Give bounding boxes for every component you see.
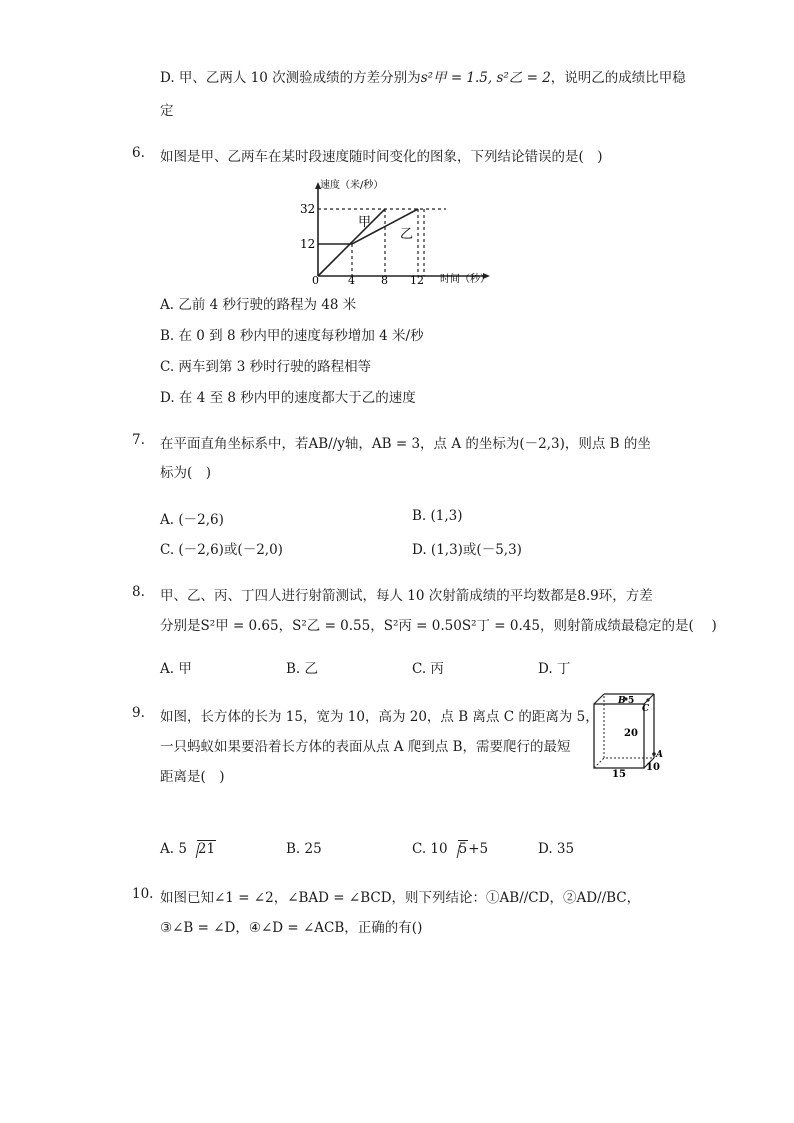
q9-option-a-radicand: 21	[197, 841, 216, 857]
q9-label-5: 5	[628, 696, 635, 706]
q9-option-b[interactable]: B. 25	[286, 841, 322, 857]
q8-stem-line1: 甲、乙、丙、丁四人进行射箭测试，每人 10 次射箭成绩的平均数都是8.9环，方差	[160, 588, 653, 604]
q6-option-b[interactable]: B. 在 0 到 8 秒内甲的速度每秒增加 4 米/秒	[160, 328, 424, 344]
q6-number: 6.	[132, 145, 145, 161]
q8-number: 8.	[132, 584, 145, 600]
q9-label-15: 15	[612, 769, 626, 778]
q6-option-c[interactable]: C. 两车到第 3 秒时行驶的路程相等	[160, 359, 372, 375]
q9-option-d[interactable]: D. 35	[538, 841, 575, 857]
q6-tick-32: 32	[300, 202, 316, 216]
q9-number: 9.	[132, 705, 145, 721]
q6-label-jia: 甲	[358, 215, 372, 230]
q9-option-c-radicand: 5	[458, 841, 468, 857]
q9-option-c-prefix: C. 10	[412, 841, 448, 857]
q9-option-c-radical	[448, 841, 469, 857]
q6-speed-time-graph	[296, 176, 496, 288]
q6-label-yi: 乙	[400, 227, 414, 242]
q7-stem-line1: 在平面直角坐标系中，若AB//y轴，AB = 3，点 A 的坐标为(－2,3)，则点 B 的坐	[160, 436, 651, 452]
q9-label-c: C	[642, 704, 650, 714]
q8-option-a[interactable]: A. 甲	[160, 661, 192, 677]
q7-option-c[interactable]: C. (－2,6)或(－2,0)	[160, 542, 283, 558]
q6-x-axis-label: 时间（秒）	[440, 274, 490, 285]
q8-option-b[interactable]: B. 乙	[286, 661, 319, 677]
q10-stem-line1: 如图已知∠1 = ∠2，∠BAD = ∠BCD，则下列结论：①AB//CD，②AD//BC，	[160, 890, 641, 906]
q9-option-a[interactable]	[160, 841, 216, 857]
q9-cuboid-figure	[588, 690, 666, 778]
q7-option-d[interactable]: D. (1,3)或(－5,3)	[412, 542, 522, 558]
q6-line-jia	[318, 209, 385, 276]
q9-option-a-prefix: A. 5	[160, 841, 187, 857]
q9-option-c-suffix: +5	[468, 841, 489, 857]
q7-stem-line2: 标为( )	[160, 465, 212, 481]
q9-stem-line1: 如图，长方体的长为 15，宽为 10，高为 20，点 B 离点 C 的距离为 5，	[160, 709, 599, 725]
q9-label-20: 20	[624, 728, 638, 739]
q8-option-d[interactable]: D. 丁	[538, 661, 571, 677]
q9-label-10: 10	[646, 762, 660, 773]
q5-option-d-line2: 定	[160, 103, 174, 119]
q10-number: 10.	[132, 886, 154, 902]
q6-tick-4: 4	[348, 274, 355, 287]
q9-point-c	[646, 698, 649, 701]
q6-tick-0: 0	[312, 274, 319, 287]
q7-option-b[interactable]: B. (1,3)	[412, 508, 463, 524]
q9-stem-line2: 一只蚂蚁如果要沿着长方体的表面从点 A 爬到点 B，需要爬行的最短	[160, 739, 571, 755]
q5-option-d-line1	[160, 66, 686, 86]
q6-tick-12-x: 12	[410, 274, 424, 287]
q7-option-a[interactable]: A. (－2,6)	[160, 512, 224, 528]
q6-option-d[interactable]: D. 在 4 至 8 秒内甲的速度都大于乙的速度	[160, 390, 416, 406]
q9-edge-tl	[594, 694, 604, 704]
q9-label-b: B	[618, 696, 626, 706]
q9-option-a-radical	[187, 841, 216, 857]
q6-tick-8: 8	[381, 274, 388, 287]
q6-option-a[interactable]: A. 乙前 4 秒行驶的路程为 48 米	[160, 297, 357, 313]
q10-stem-line2: ③∠B = ∠D，④∠D = ∠ACB，正确的有()	[160, 920, 423, 936]
q5-option-d-text-end: ，说明乙的成绩比甲稳	[550, 70, 686, 86]
q8-option-c[interactable]: C. 丙	[412, 661, 444, 677]
q9-edge-bl	[594, 758, 604, 768]
q5-option-d-text: D. 甲、乙两人 10 次测验成绩的方差分别为	[160, 70, 421, 86]
q6-y-axis-label: 速度（米/秒）	[320, 180, 384, 191]
q6-tick-12: 12	[300, 237, 316, 251]
q9-label-a: A	[656, 750, 663, 760]
q8-stem-line2: 分别是S²甲 = 0.65，S²乙 = 0.55，S²丙 = 0.50S²丁 = 0.45，则射箭成绩最稳定的是( )	[160, 618, 717, 634]
q7-number: 7.	[132, 432, 145, 448]
q9-stem-line3: 距离是( )	[160, 769, 225, 785]
q9-option-c[interactable]	[412, 841, 488, 857]
q5-option-d-formula: s²甲 = 1.5, s²乙 = 2	[420, 70, 551, 86]
q6-stem: 如图是甲、乙两车在某时段速度随时间变化的图象，下列结论错误的是( )	[160, 149, 603, 165]
